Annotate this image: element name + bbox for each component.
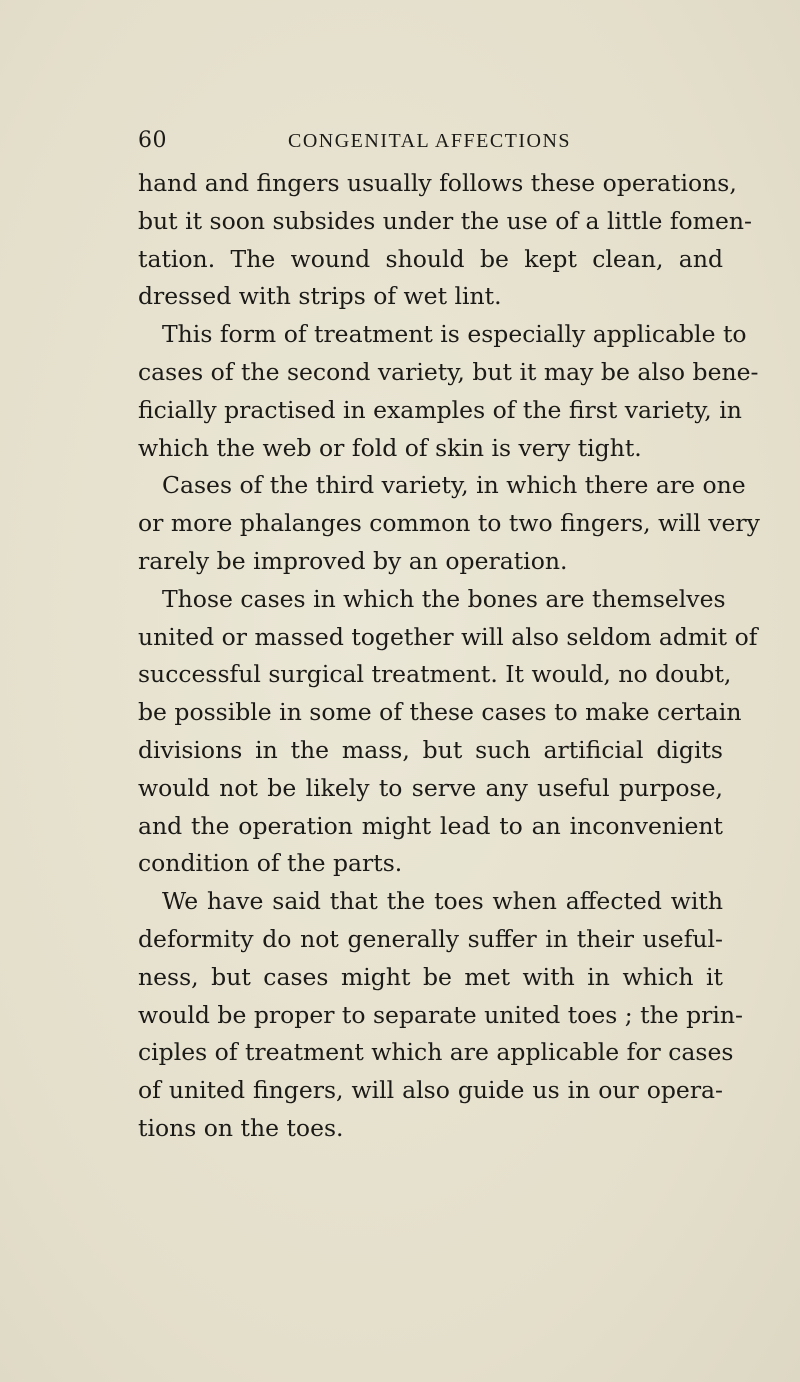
text-line: We have said that the toes when affected with [162, 887, 723, 916]
text-line: successful surgical treatment. It would, no doubt, [138, 660, 732, 689]
text-line: be possible in some of these cases to make certain [138, 698, 742, 727]
text-line: which the web or fold of skin is very tight. [138, 433, 642, 462]
text-line: united or massed together will also seldom admit of [138, 622, 758, 651]
text-line: cases of the second variety, but it may be also bene- [138, 357, 759, 386]
text-line: or more phalanges common to two fingers, will very [138, 509, 760, 538]
text-line: of united fingers, will also guide us in our opera- [138, 1076, 723, 1105]
page-header [138, 128, 578, 164]
text-line: deformity do not generally suffer in their useful- [138, 924, 723, 953]
text-line: Cases of the third variety, in which there are one [162, 471, 746, 500]
text-line: divisions in the mass, but such artificial digits [138, 735, 723, 764]
text-line: ficially practised in examples of the first variety, in [138, 395, 742, 424]
page-number: 60 [138, 128, 167, 153]
text-line: dressed with strips of wet lint. [138, 282, 502, 311]
running-head: CONGENITAL AFFECTIONS [288, 130, 572, 152]
text-line: rarely be improved by an operation. [138, 546, 568, 575]
text-line: ciples of treatment which are applicable for cases [138, 1038, 734, 1067]
text-line: hand and fingers usually follows these operations, [138, 169, 737, 197]
text-line: but it soon subsides under the use of a little fomen- [138, 206, 752, 235]
text-line: would not be likely to serve any useful purpose, [138, 773, 723, 802]
text-line: This form of treatment is especially applicable to [162, 320, 747, 349]
text-line: Those cases in which the bones are themselves [162, 584, 726, 613]
text-line: condition of the parts. [138, 849, 403, 878]
text-line: tation. The wound should be kept clean, and [138, 244, 723, 273]
text-line: would be proper to separate united toes ; the prin- [138, 1000, 743, 1029]
text-line: ness, but cases might be met with in which it [138, 962, 723, 991]
body-text [138, 165, 760, 1148]
text-line: tions on the toes. [138, 1113, 344, 1142]
text-line: and the operation might lead to an inconvenient [138, 811, 723, 840]
